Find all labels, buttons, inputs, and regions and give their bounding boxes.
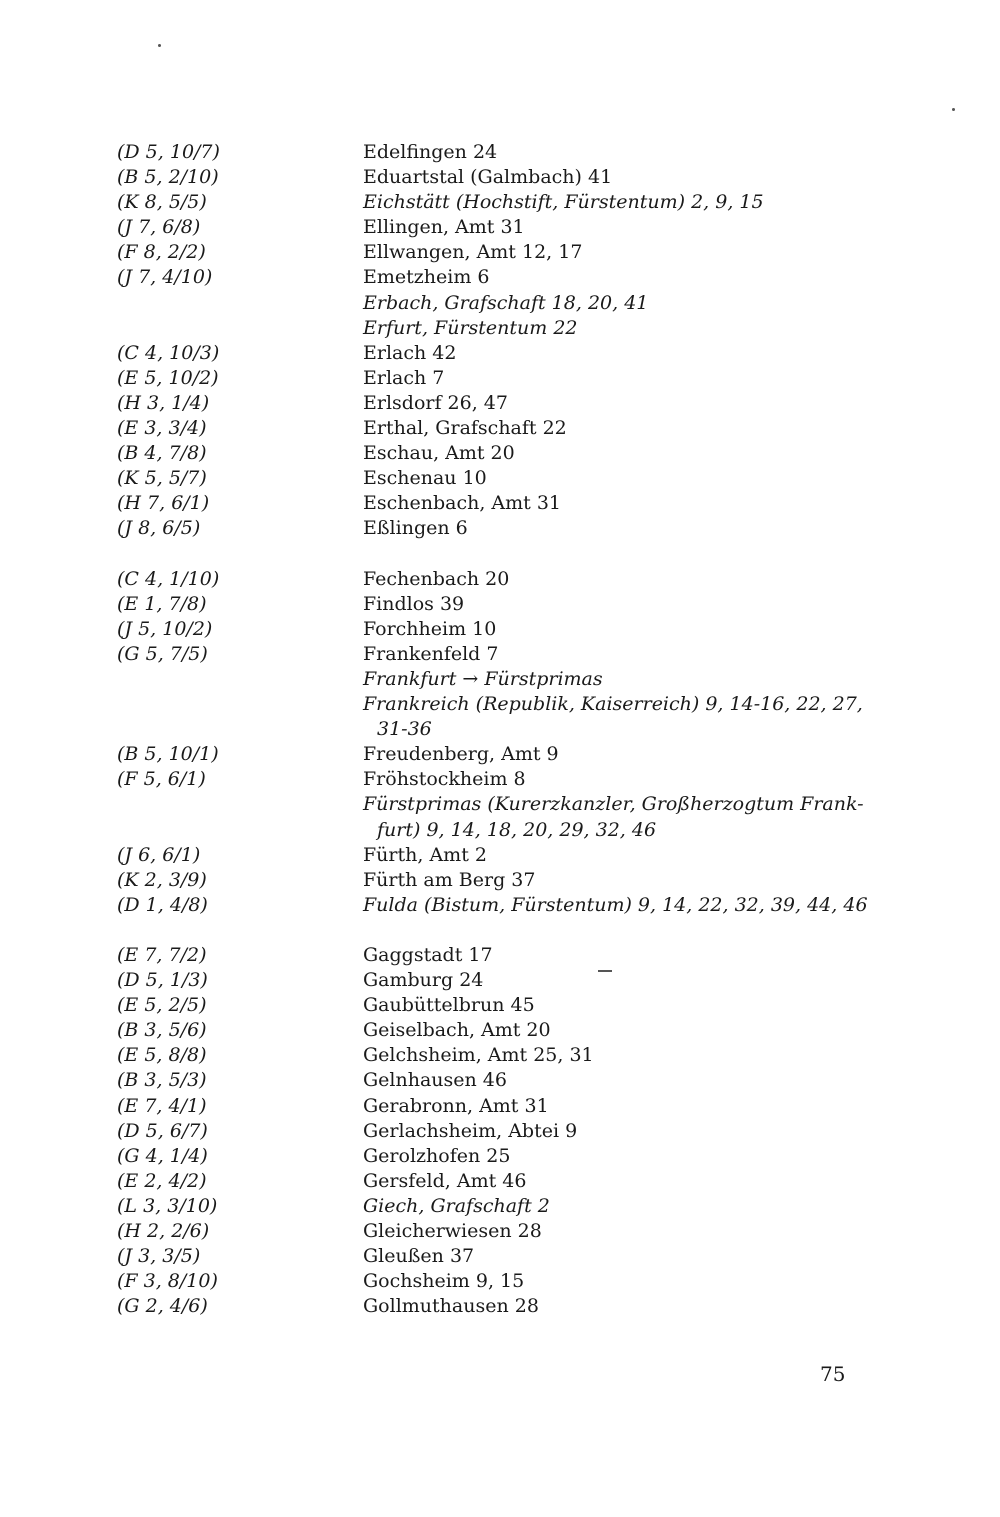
map-reference: (F 3, 8/10) [117,1270,218,1293]
place-name-text: Fürth am Berg 37 [363,868,536,891]
map-reference: (G 5, 7/5) [117,642,208,665]
place-name [363,1094,883,1119]
place-name-text: Gleicherwiesen 28 [363,1220,542,1243]
map-reference: (B 5, 2/10) [117,166,219,189]
place-name-text: Eschau, Amt 20 [363,442,515,465]
place-name [363,516,883,541]
index-entry [0,1018,1000,1043]
index-entry [0,742,1000,767]
index-entry [0,968,1000,993]
print-speck [952,108,955,111]
place-name [363,767,883,792]
place-name [363,341,883,366]
index-entry [0,316,1000,341]
place-name-text: Fürth, Amt 2 [363,843,487,866]
place-name [363,366,883,391]
index-entry [0,692,1000,742]
map-reference: (J 8, 6/5) [117,517,201,540]
map-reference: (E 2, 4/2) [117,1169,207,1192]
print-speck [158,44,161,47]
map-reference: (C 4, 1/10) [117,567,220,590]
place-name-text: Erlach 7 [363,366,445,389]
index-entry [0,1244,1000,1269]
place-name [363,1244,883,1269]
index-entry [0,567,1000,592]
place-name-text: Gerolzhofen 25 [363,1144,511,1167]
map-reference: (K 5, 5/7) [117,467,207,490]
map-reference: (K 8, 5/5) [117,191,207,214]
place-name [363,893,883,918]
place-name [363,968,883,993]
map-reference: (G 4, 1/4) [117,1144,208,1167]
place-name-text: Fröhstockheim 8 [363,768,526,791]
place-name-text: Eßlingen 6 [363,517,468,540]
place-name-text: Ellingen, Amt 31 [363,216,525,239]
place-name [363,491,883,516]
index-entry [0,441,1000,466]
map-reference: (H 3, 1/4) [117,391,210,414]
place-name-text: Freudenberg, Amt 9 [363,743,559,766]
index-entry [0,592,1000,617]
place-name [363,1269,883,1294]
map-reference: (E 3, 3/4) [117,417,207,440]
place-name-text: Geiselbach, Amt 20 [363,1019,551,1042]
block-spacer [0,542,1000,567]
place-name-text: Gollmuthausen 28 [363,1295,539,1318]
place-name-continuation: 31-36 [377,718,432,741]
index-entry [0,993,1000,1018]
map-reference: (E 7, 7/2) [117,944,207,966]
place-name-text: Erlach 42 [363,341,457,364]
index-entry [0,843,1000,868]
map-reference: (G 2, 4/6) [117,1295,208,1318]
index-entry [0,1068,1000,1093]
place-name-text: Erbach, Grafschaft 18, 20, 41 [363,291,649,314]
place-name-text: Eichstätt (Hochstift, Fürstentum) 2, 9, 15 [363,191,764,214]
page-number: 75 [820,1362,846,1386]
place-name [363,165,883,190]
place-name [363,466,883,491]
place-name [363,692,883,742]
place-name-text: Forchheim 10 [363,617,497,640]
place-name [363,190,883,215]
index-entry [0,291,1000,316]
index-entry [0,265,1000,290]
place-name [363,943,883,968]
index-entries [0,140,1000,1319]
index-entry [0,491,1000,516]
place-name-text: Frankfurt → Fürstprimas [363,667,603,690]
map-reference: (K 2, 3/9) [117,868,207,891]
place-name-text: Frankreich (Republik, Kaiserreich) 9, 14-16, 22, 27, [363,693,863,716]
index-entry [0,667,1000,692]
map-reference: (E 7, 4/1) [117,1094,207,1117]
place-name-continuation: furt) 9, 14, 18, 20, 29, 32, 46 [377,818,657,841]
map-reference: (D 5, 10/7) [117,141,220,163]
place-name [363,993,883,1018]
place-name-text: Fulda (Bistum, Fürstentum) 9, 14, 22, 32, 39, 44, 46 [363,893,868,916]
map-reference: (J 7, 4/10) [117,266,213,289]
index-entry [0,1219,1000,1244]
index-entry [0,165,1000,190]
block-spacer [0,918,1000,943]
index-entry [0,792,1000,842]
place-name [363,391,883,416]
place-name-text: Gaggstadt 17 [363,944,493,966]
place-name-text: Ellwangen, Amt 12, 17 [363,241,583,264]
place-name [363,140,883,165]
place-name-text: Eschenau 10 [363,467,487,490]
index-entry [0,617,1000,642]
place-name [363,1043,883,1068]
place-name-text: Gersfeld, Amt 46 [363,1169,527,1192]
place-name-text: Giech, Grafschaft 2 [363,1194,550,1217]
map-reference: (D 5, 6/7) [117,1119,208,1142]
index-entry [0,1194,1000,1219]
index-entry [0,868,1000,893]
map-reference: (D 5, 1/3) [117,969,208,992]
index-entry [0,140,1000,165]
index-entry [0,240,1000,265]
place-name [363,792,883,842]
place-name [363,843,883,868]
place-name-text: Edelfingen 24 [363,141,498,163]
place-name-text: Findlos 39 [363,592,465,615]
place-name-text: Eschenbach, Amt 31 [363,492,562,515]
map-reference: (F 8, 2/2) [117,241,206,264]
place-name-text: Erlsdorf 26, 47 [363,391,508,414]
index-entry [0,1119,1000,1144]
index-entry [0,767,1000,792]
map-reference: (J 3, 3/5) [117,1245,201,1268]
place-name-text: Erfurt, Fürstentum 22 [363,316,578,339]
index-entry [0,943,1000,968]
map-reference: (B 4, 7/8) [117,442,207,465]
index-entry [0,1043,1000,1068]
place-name-text: Emetzheim 6 [363,266,490,289]
index-entry [0,1094,1000,1119]
map-reference: (J 6, 6/1) [117,843,201,866]
place-name-text: Gochsheim 9, 15 [363,1270,525,1293]
place-name [363,667,883,692]
place-name-text: Gerlachsheim, Abtei 9 [363,1119,578,1142]
place-name-text: Eduartstal (Galmbach) 41 [363,166,613,189]
index-entry [0,341,1000,366]
place-name [363,567,883,592]
map-reference: (H 2, 2/6) [117,1220,210,1243]
place-name [363,441,883,466]
index-entry [0,391,1000,416]
place-name [363,1119,883,1144]
place-name [363,617,883,642]
map-reference: (D 1, 4/8) [117,893,208,916]
place-name-text: Fechenbach 20 [363,567,510,590]
map-reference: (B 3, 5/3) [117,1069,207,1092]
place-name [363,1194,883,1219]
place-name-text: Gerabronn, Amt 31 [363,1094,549,1117]
index-entry [0,215,1000,240]
index-entry [0,366,1000,391]
index-entry [0,466,1000,491]
place-name [363,1294,883,1319]
map-reference: (E 5, 10/2) [117,366,219,389]
map-reference: (H 7, 6/1) [117,492,210,515]
map-reference: (E 5, 2/5) [117,994,207,1017]
place-name [363,1219,883,1244]
place-name [363,215,883,240]
place-name [363,316,883,341]
index-entry [0,416,1000,441]
index-entry [0,642,1000,667]
place-name [363,265,883,290]
place-name-text: Gleußen 37 [363,1245,475,1268]
place-name [363,742,883,767]
place-name [363,642,883,667]
place-name-text: Gelnhausen 46 [363,1069,507,1092]
place-name [363,1018,883,1043]
place-name [363,1169,883,1194]
map-reference: (J 5, 10/2) [117,617,213,640]
place-name-text: Fürstprimas (Kurerzkanzler, Großherzogtum Frank- [363,793,864,816]
place-name [363,592,883,617]
map-reference: (F 5, 6/1) [117,768,206,791]
place-name [363,416,883,441]
map-reference: (L 3, 3/10) [117,1194,218,1217]
place-name-text: Gelchsheim, Amt 25, 31 [363,1044,594,1067]
index-entry [0,1169,1000,1194]
place-name [363,868,883,893]
map-reference: (B 5, 10/1) [117,743,219,766]
place-name-text: Gaubüttelbrun 45 [363,994,535,1017]
map-reference: (B 3, 5/6) [117,1019,207,1042]
index-entry [0,893,1000,918]
index-entry [0,1294,1000,1319]
index-entry [0,190,1000,215]
map-reference: (J 7, 6/8) [117,216,201,239]
place-name [363,1068,883,1093]
index-entry [0,516,1000,541]
place-name [363,1144,883,1169]
place-name [363,291,883,316]
map-reference: (C 4, 10/3) [117,341,220,364]
map-reference: (E 5, 8/8) [117,1044,207,1067]
place-name-text: Gamburg 24 [363,969,484,992]
place-name-text: Frankenfeld 7 [363,642,499,665]
place-name [363,240,883,265]
index-entry [0,1144,1000,1169]
index-entry [0,1269,1000,1294]
place-name-text: Erthal, Grafschaft 22 [363,417,567,440]
map-reference: (E 1, 7/8) [117,592,207,615]
